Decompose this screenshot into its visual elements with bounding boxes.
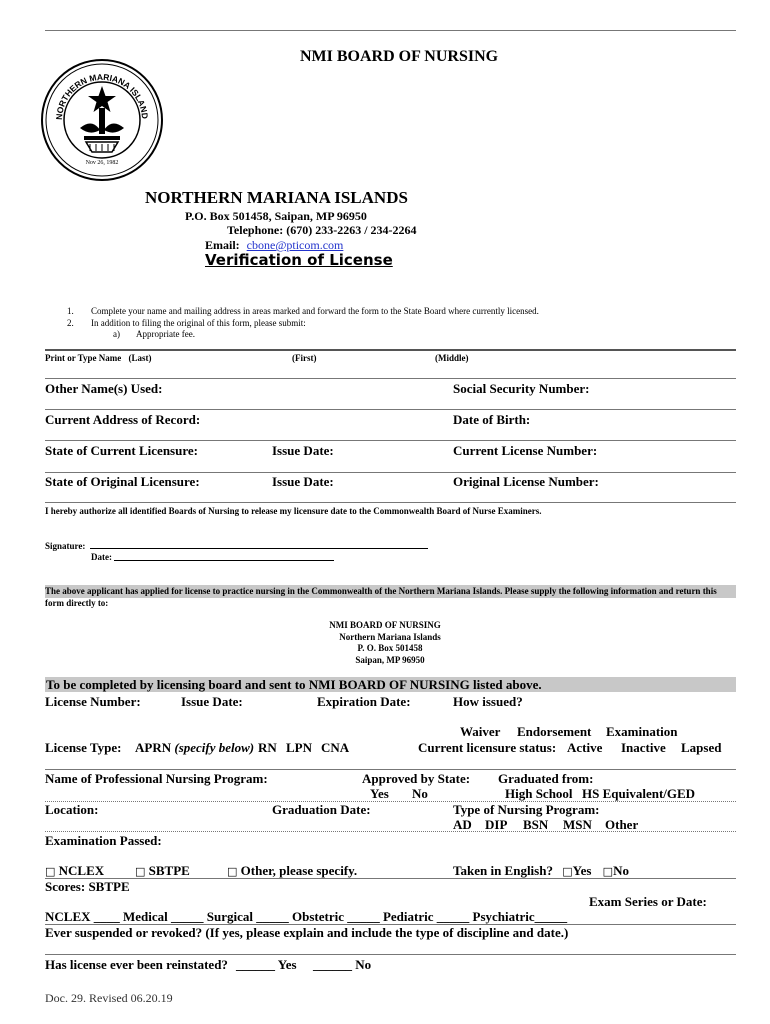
return-line-2: Northern Mariana Islands bbox=[339, 632, 441, 642]
name-field-line[interactable] bbox=[45, 378, 736, 379]
original-license-label: Original License Number: bbox=[453, 474, 599, 489]
ssn-label: Social Security Number: bbox=[453, 381, 590, 396]
current-status-label: Current licensure status: bbox=[418, 740, 557, 755]
location-line bbox=[45, 831, 736, 832]
english-row bbox=[453, 863, 629, 879]
other-names-line[interactable] bbox=[45, 409, 736, 410]
instruction-text-2a: Appropriate fee. bbox=[136, 329, 195, 339]
approved-no[interactable]: No bbox=[412, 786, 428, 801]
return-line-4: Saipan, MP 96950 bbox=[355, 655, 425, 665]
exam-passed-label: Examination Passed: bbox=[45, 833, 162, 848]
middle-name-label: (Middle) bbox=[435, 353, 469, 363]
reinstated-yes[interactable]: ______ Yes bbox=[236, 957, 297, 972]
suspended-question: Ever suspended or revoked? (If yes, please explain and include the type of discipline and date.) bbox=[45, 925, 569, 940]
dob-label: Date of Birth: bbox=[453, 412, 531, 427]
last-name-label: (Last) bbox=[128, 353, 152, 363]
instruction-num-1: 1. bbox=[67, 306, 74, 316]
top-rule bbox=[45, 30, 736, 31]
english-no: No bbox=[613, 863, 629, 878]
how-issued-label: How issued? bbox=[453, 694, 523, 709]
org-name: NORTHERN MARIANA ISLANDS bbox=[145, 188, 408, 207]
exam-sbtpe-row bbox=[135, 863, 190, 879]
state-current-label: State of Current Licensure: bbox=[45, 443, 198, 458]
seal-ring-text: NORTHERN MARIANA ISLAND bbox=[53, 71, 151, 121]
signature-line[interactable] bbox=[90, 548, 428, 549]
program-type-dip[interactable]: DIP bbox=[485, 817, 508, 832]
name-label-row bbox=[45, 353, 152, 363]
address-label: Current Address of Record: bbox=[45, 412, 201, 427]
license-type-line bbox=[45, 769, 736, 770]
approved-yes[interactable]: Yes bbox=[370, 786, 389, 801]
board-heading: To be completed by licensing board and sent to NMI BOARD OF NURSING listed above. bbox=[46, 677, 542, 692]
checkbox-icon[interactable]: □ bbox=[45, 865, 56, 878]
suspended-line[interactable] bbox=[45, 954, 736, 955]
signature-label: Signature: bbox=[45, 541, 86, 551]
checkbox-icon[interactable]: □ bbox=[562, 865, 573, 878]
seal-graphic bbox=[40, 58, 164, 182]
form-title: Verification of License bbox=[205, 251, 393, 269]
license-type-cna[interactable]: CNA bbox=[321, 740, 350, 755]
instruction-text-2: In addition to filing the original of this form, please submit: bbox=[91, 318, 306, 328]
option-examination[interactable]: Examination bbox=[606, 724, 678, 739]
other-names-label: Other Name(s) Used: bbox=[45, 381, 163, 396]
notice-text: The above applicant has applied for license to practice nursing in the Commonwealth of the Northern Mariana Islands. Please supply the following information and return this form directly to: bbox=[45, 586, 717, 608]
approved-by-state-label: Approved by State: bbox=[362, 771, 471, 786]
name-label: Print or Type Name bbox=[45, 353, 122, 363]
document-footer: Doc. 29. Revised 06.20.19 bbox=[45, 991, 173, 1005]
email-label: Email: bbox=[205, 238, 240, 252]
reinstated-no[interactable]: ______ No bbox=[313, 957, 372, 972]
license-type-label: License Type: bbox=[45, 740, 122, 755]
license-type-lpn[interactable]: LPN bbox=[286, 740, 312, 755]
current-licensure-line[interactable] bbox=[45, 472, 736, 473]
exam-other: Other, please specify. bbox=[240, 863, 358, 878]
return-line-1: NMI BOARD OF NURSING bbox=[329, 620, 441, 630]
checkbox-icon[interactable]: □ bbox=[227, 865, 238, 878]
status-lapsed[interactable]: Lapsed bbox=[681, 740, 722, 755]
graduated-from-label: Graduated from: bbox=[498, 771, 594, 786]
program-type-label: Type of Nursing Program: bbox=[453, 802, 600, 817]
state-original-label: State of Original Licensure: bbox=[45, 474, 200, 489]
issue-date-current-label: Issue Date: bbox=[272, 443, 334, 458]
exam-other-row bbox=[227, 863, 357, 879]
checkbox-icon[interactable]: □ bbox=[602, 865, 614, 878]
date-line[interactable] bbox=[114, 560, 334, 561]
program-line bbox=[45, 801, 736, 802]
page-title: NMI BOARD OF NURSING bbox=[300, 48, 499, 65]
option-endorsement[interactable]: Endorsement bbox=[517, 724, 592, 739]
return-line-3: P. O. Box 501458 bbox=[357, 643, 423, 653]
current-license-label: Current License Number: bbox=[453, 443, 598, 458]
address-line[interactable] bbox=[45, 440, 736, 441]
status-active[interactable]: Active bbox=[567, 740, 603, 755]
issue-date-original-label: Issue Date: bbox=[272, 474, 334, 489]
program-type-msn[interactable]: MSN bbox=[563, 817, 592, 832]
license-number-label: License Number: bbox=[45, 694, 141, 709]
scores-row[interactable]: NCLEX ____ Medical _____ Surgical _____ Obstetric _____ Pediatric _____ Psychiatric_____ bbox=[45, 909, 568, 924]
program-type-ad[interactable]: AD bbox=[453, 817, 472, 832]
board-seal bbox=[40, 58, 164, 182]
section-rule bbox=[45, 349, 736, 351]
program-name-label: Name of Professional Nursing Program: bbox=[45, 771, 268, 786]
original-licensure-line[interactable] bbox=[45, 502, 736, 503]
org-telephone: Telephone: (670) 233-2263 / 234-2264 bbox=[227, 223, 417, 237]
exam-sbtpe: SBTPE bbox=[148, 863, 190, 878]
option-waiver[interactable]: Waiver bbox=[460, 724, 501, 739]
graduated-ged[interactable]: HS Equivalent/GED bbox=[582, 786, 696, 801]
first-name-label: (First) bbox=[292, 353, 317, 363]
license-type-rn[interactable]: RN bbox=[258, 740, 277, 755]
reinstated-question: Has license ever been reinstated? bbox=[45, 957, 228, 972]
authorization-text: I hereby authorize all identified Boards of Nursing to release my licensure date to the Commonwealth Board of Nurse Examiners. bbox=[45, 506, 542, 516]
specify-below-note: (specify below) bbox=[174, 740, 255, 755]
board-issue-date-label: Issue Date: bbox=[181, 694, 243, 709]
expiration-date-label: Expiration Date: bbox=[317, 694, 411, 709]
exam-nclex-row bbox=[45, 863, 104, 879]
program-type-other[interactable]: Other bbox=[605, 817, 639, 832]
license-type-aprn-row bbox=[135, 740, 254, 756]
scores-label: Scores: SBTPE bbox=[45, 879, 130, 894]
license-type-aprn[interactable]: APRN bbox=[135, 740, 172, 755]
instruction-num-2: 2. bbox=[67, 318, 74, 328]
checkbox-icon[interactable]: □ bbox=[135, 865, 146, 878]
instruction-text-1: Complete your name and mailing address in areas marked and forward the form to the State Board where currently licensed. bbox=[91, 306, 539, 316]
graduation-date-label: Graduation Date: bbox=[272, 802, 371, 817]
email-link[interactable]: cbone@pticom.com bbox=[246, 238, 344, 252]
program-type-bsn[interactable]: BSN bbox=[523, 817, 549, 832]
english-yes: Yes bbox=[572, 863, 592, 878]
exam-line bbox=[45, 878, 736, 879]
location-label: Location: bbox=[45, 802, 99, 817]
org-address: P.O. Box 501458, Saipan, MP 96950 bbox=[185, 209, 367, 223]
graduated-high-school[interactable]: High School bbox=[505, 786, 573, 801]
exam-nclex: NCLEX bbox=[58, 863, 105, 878]
exam-series-label: Exam Series or Date: bbox=[589, 894, 707, 909]
seal-date: Nov 26, 1982 bbox=[85, 160, 119, 166]
instruction-num-2a: a) bbox=[113, 329, 120, 339]
date-label: Date: bbox=[91, 552, 112, 562]
taken-english-label: Taken in English? bbox=[453, 863, 553, 878]
status-inactive[interactable]: Inactive bbox=[621, 740, 666, 755]
